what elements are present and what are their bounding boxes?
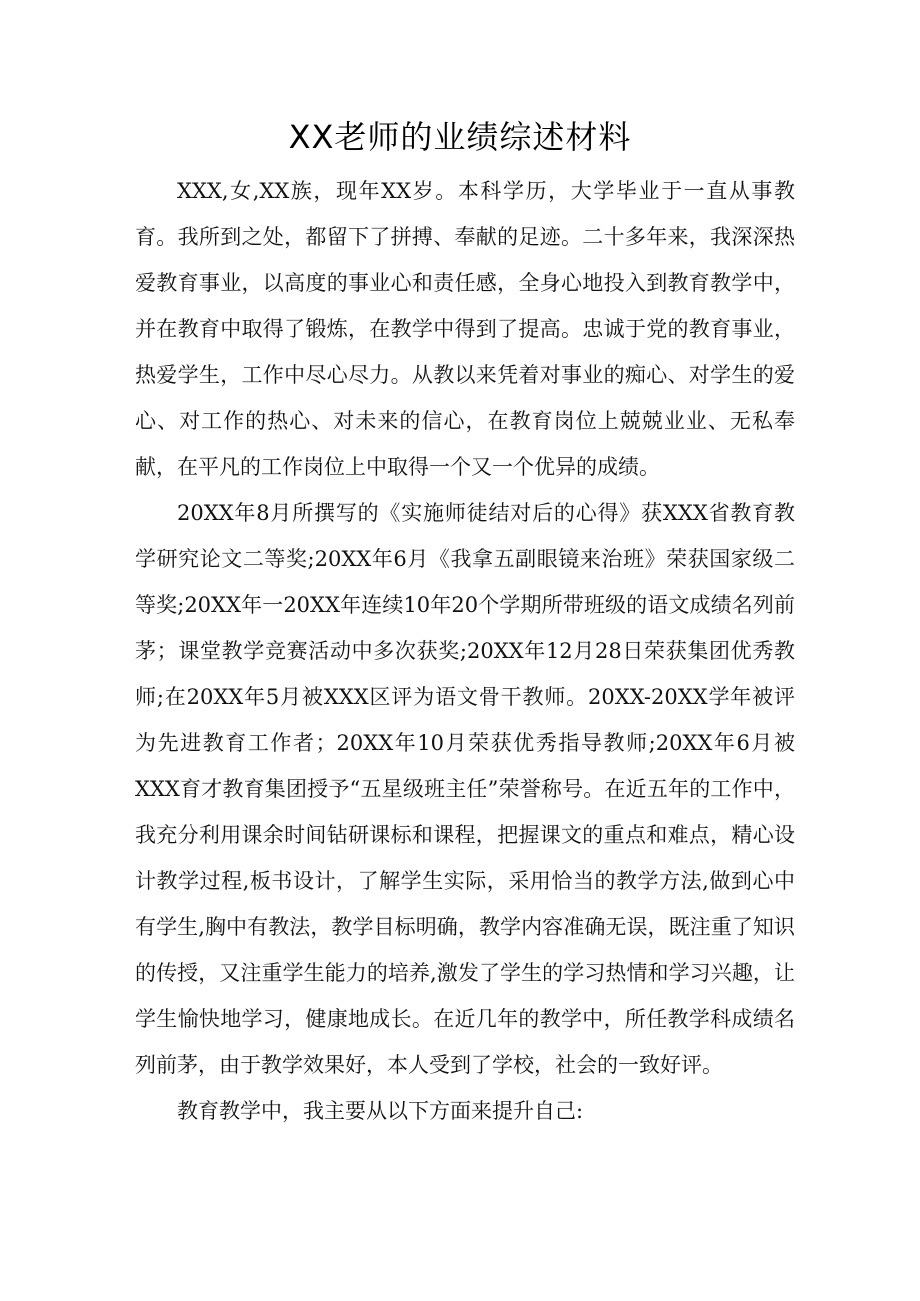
paragraph-improvement-intro: 教育教学中，我主要从以下方面来提升自己: [177, 1099, 584, 1123]
document-title: XX老师的业绩综述材料 [288, 118, 632, 156]
paragraph-profile: XXX,女,XX族，现年XX岁。本科学历，大学毕业于一直从事教育。我所到之处，都留下了拼搏、奉献的足迹。二十多年来，我深深热爱教育事业，以高度的事业心和责任感，全身心地投入到教育教学中，并在教育中取得了锻炼，在教学中得到了提高。忠诚于党的教育事业，热爱学生，工作中尽心尽力。从教以来凭着对事业的痴心、对学生的爱心、对工作的热心、对未来的信心，在教育岗位上兢兢业业、无私奉献，在平凡的工作岗位上中取得一个又一个优异的成绩。 [135, 179, 795, 479]
document-body [135, 168, 795, 1134]
paragraph-achievements: 20XX年8月所撰写的《实施师徒结对后的心得》获XXX省教育教学研究论文二等奖;20XX年6月《我拿五副眼镜来治班》荣获国家级二等奖;20XX年一20XX年连续10年20个学期所带班级的语文成绩名列前茅；课堂教学竞赛活动中多次获奖;20XX年12月28日荣获集团优秀教师;在20XX年5月被XXX区评为语文骨干教师。20XX-20XX学年被评为先进教育工作者；20XX年10月荣获优秀指导教师;20XX年6月被XXX育才教育集团授予“五星级班主任”荣誉称号。在近五年的工作中，我充分利用课余时间钻研课标和课程，把握课文的重点和难点，精心设计教学过程,板书设计，了解学生实际，采用恰当的教学方法,做到心中有学生,胸中有教法，教学目标明确，教学内容准确无误，既注重了知识的传授，又注重学生能力的培养,激发了学生的学习热情和学习兴趣，让学生愉快地学习，健康地成长。在近几年的教学中，所任教学科成绩名列前茅，由于教学效果好，本人受到了学校，社会的一致好评。 [135, 501, 795, 1077]
